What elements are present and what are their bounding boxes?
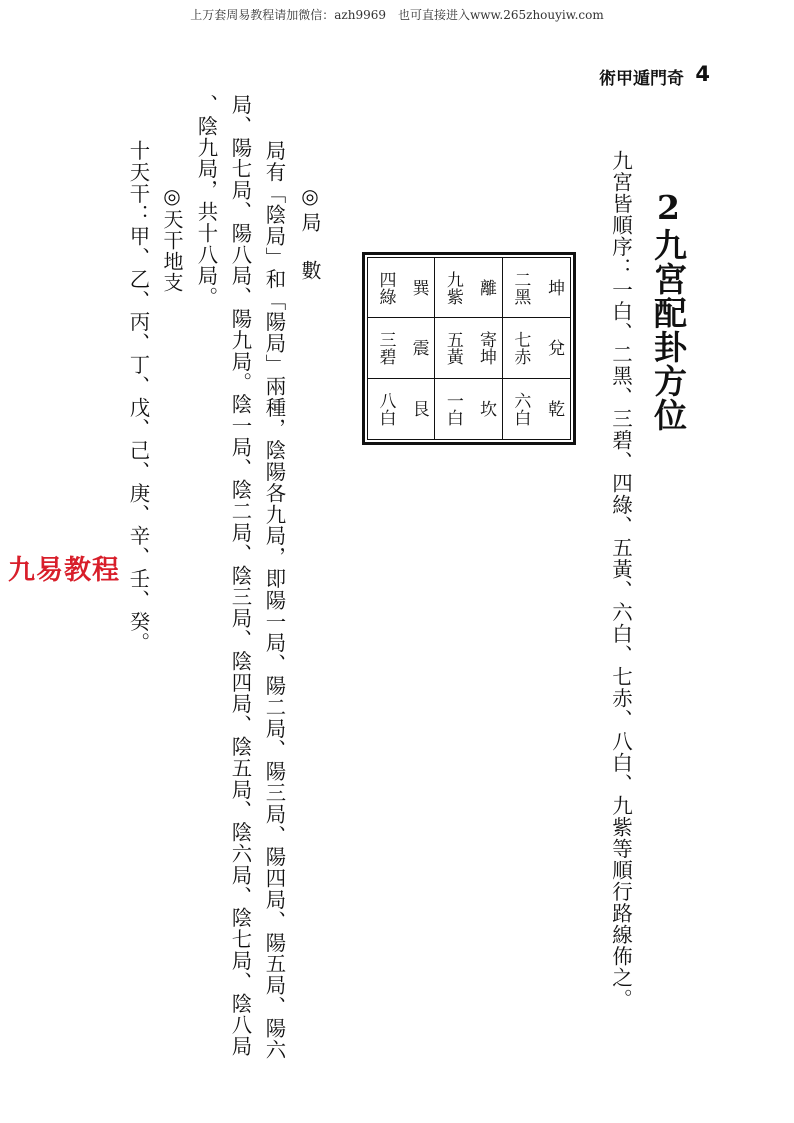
text-column-4: 、陰九局，共十八局。 [194,94,219,308]
cell-star: 二黑 [510,270,531,305]
section-title: 2九宮配卦方位 [649,188,688,432]
grid-cell [368,318,435,378]
watermark-logo: 九易教程 [8,555,120,586]
grid-cell [503,379,570,439]
subheading-tian-gan-di-zhi: ◎天干地支 [160,184,184,293]
cell-star: 四綠 [375,270,396,305]
cell-trigram: 坤 [544,279,565,297]
cell-star: 六白 [510,391,531,426]
cell-star: 五黃 [442,330,463,365]
cell-star: 八白 [375,391,396,426]
cell-star: 三碧 [375,330,396,365]
cell-trigram: 艮 [408,400,429,418]
text-column-1: 九宮皆順序：一白、二黑、三碧、四綠、五黃、六白、七赤、八白、九紫等順行路線佈之。 [608,150,633,1010]
cell-star: 七赤 [510,330,531,365]
cell-trigram: 乾 [544,400,565,418]
top-banner: 上万套周易教程请加微信：azh9969 也可直接进入www.265zhouyiw.com [190,8,604,22]
text-column-2: 局有「陰局」和「陽局」兩種，陰陽各九局，即陽一局、陽二局、陽三局、陽四局、陽五局、陽六 [262,140,287,1061]
text-column-5: 十天干：甲、乙、丙、丁、戊、己、庚、辛、壬、癸。 [126,140,151,654]
cell-trigram: 寄坤 [475,330,496,365]
subheading-ju-shu: ◎局 數 [298,184,322,284]
grid-cell [435,258,502,318]
text-column-3: 局、陽七局、陽八局、陽九局。陰一局、陰二局、陰三局、陰四局、陰五局、陰六局、陰七局、陰八局 [228,94,253,1057]
cell-trigram: 坎 [475,400,496,418]
grid-cell [503,258,570,318]
cell-trigram: 巽 [408,279,429,297]
cell-trigram: 離 [475,279,496,297]
grid-cell [435,318,502,378]
grid-cell [368,379,435,439]
cell-trigram: 震 [408,339,429,357]
nine-palace-grid-inner [367,257,571,440]
page-number: 4 [695,62,710,86]
cell-star: 九紫 [442,270,463,305]
cell-star: 一白 [442,391,463,426]
grid-cell [368,258,435,318]
cell-trigram: 兌 [544,339,565,357]
grid-cell [435,379,502,439]
nine-palace-grid [362,252,576,445]
grid-cell [503,318,570,378]
running-head-title: 術甲遁門奇 [599,69,684,89]
